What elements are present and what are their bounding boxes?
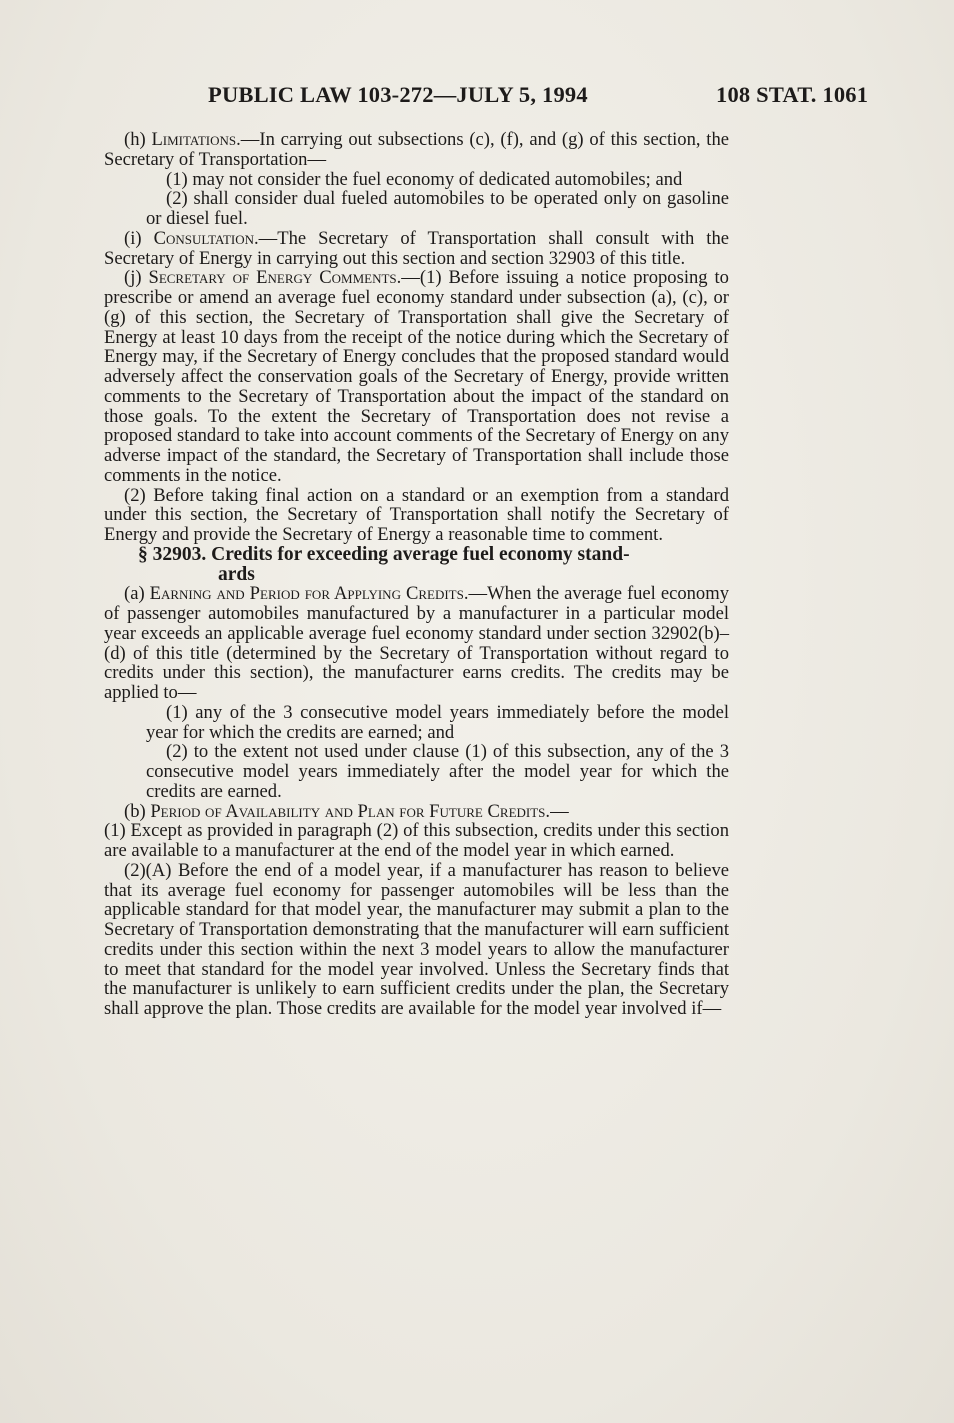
subsection-h <box>104 130 729 170</box>
subsection-h-text: —In carrying out subsections (c), (f), and (g) of this section, the Secretary of Transportation— <box>104 129 729 170</box>
subsection-i-heading: Consultation. <box>153 227 259 249</box>
subsection-i-label: (i) <box>124 227 154 249</box>
subsection-a-label: (a) <box>124 583 150 605</box>
statute-body <box>104 130 729 1019</box>
section-heading <box>104 545 729 585</box>
subsection-a-heading: Earning and Period for Applying Credits. <box>149 583 469 605</box>
subsection-h-label: (h) <box>124 129 152 150</box>
subsection-b-label: (b) <box>124 800 151 822</box>
section-number: § 32903. <box>138 543 207 565</box>
paragraph-h-1: (1) may not consider the fuel economy of dedicated automobiles; and <box>166 168 683 190</box>
subsection-b-heading: Period of Availability and Plan for Future Credits. <box>150 800 551 822</box>
subsection-b <box>104 802 729 822</box>
subsection-a-text: —When the average fuel economy of passenger automobiles manufactured by a manufacturer in a particular model year exceeds an applicable average fuel economy standard under section 32902(b)–(d) of this title (determined by the Secretary of Transportation without regard to credits under this section), the manufacturer earns credits. The credits may be applied to— <box>104 583 729 703</box>
paragraph-b-1: (1) Except as provided in paragraph (2) of this subsection, credits under this section are available to a manufacturer at the end of the model year in which earned. <box>104 820 729 861</box>
subsection-i <box>104 229 729 269</box>
statute-page-reference: 108 STAT. 1061 <box>716 82 869 107</box>
subsection-j <box>104 268 729 485</box>
paragraph-a-2: (2) to the extent not used under clause (1) of this subsection, any of the 3 consecutive model years immediately after the model year for which the credits are earned. <box>146 741 729 802</box>
paragraph-j-2: (2) Before taking final action on a standard or an exemption from a standard under this section, the Secretary of Transportation shall notify the Secretary of Energy and provide the Secretary of Energy a reasonable time to comment. <box>104 484 729 545</box>
running-header <box>0 82 954 112</box>
subsection-i-text: —The Secretary of Transportation shall consult with the Secretary of Energy in carrying out this section and section 32903 of this title. <box>104 227 729 269</box>
paragraph-a-1: (1) any of the 3 consecutive model years immediately before the model year for which the credits are earned; and <box>146 701 729 743</box>
subsection-j-text: —(1) Before issuing a notice proposing to prescribe or amend an average fuel economy standard under subsection (a), (c), or (g) of this section, the Secretary of Transportation shall give the Secretary of Energy at least 10 days from the receipt of the notice during which the Secretary of Energy may, if the Secretary of Energy concludes that the proposed standard would adversely affect the conservation goals of the Secretary of Energy, provide written comments to the Secretary of Transportation about the impact of the standard on those goals. To the extent the Secretary of Transportation does not revise a proposed standard to take into account comments of the Secretary of Energy on any adverse impact of the standard, the Secretary of Transportation shall include those comments in the notice. <box>104 267 729 486</box>
subsection-h-heading: Limitations. <box>151 129 241 150</box>
subsection-b-text: — <box>550 800 569 822</box>
section-title-line2: ards <box>218 563 255 585</box>
subsection-a <box>104 584 729 703</box>
paragraph-h-2: (2) shall consider dual fueled automobiles to be operated only on gasoline or diesel fuel. <box>146 188 729 229</box>
subsection-j-heading: Secretary of Energy Comments. <box>148 267 402 289</box>
paragraph-b-2: (2)(A) Before the end of a model year, if a manufacturer has reason to believe that its average fuel economy for passenger automobiles will be less than the applicable standard for that model year, the manufacturer may submit a plan to the Secretary of Transportation demonstrating that the manufacturer will earn sufficient credits under this section within the next 3 model years to allow the manufacturer to meet that standard for the model year involved. Unless the Secretary finds that the manufacturer is unlikely to earn sufficient credits under the plan, the Secretary shall approve the plan. Those credits are available for the model year involved if— <box>104 859 729 1019</box>
section-title-line1: Credits for exceeding average fuel economy stand- <box>211 543 630 565</box>
header-title: PUBLIC LAW 103-272—JULY 5, 1994 <box>208 82 588 107</box>
subsection-j-label: (j) <box>124 267 149 289</box>
